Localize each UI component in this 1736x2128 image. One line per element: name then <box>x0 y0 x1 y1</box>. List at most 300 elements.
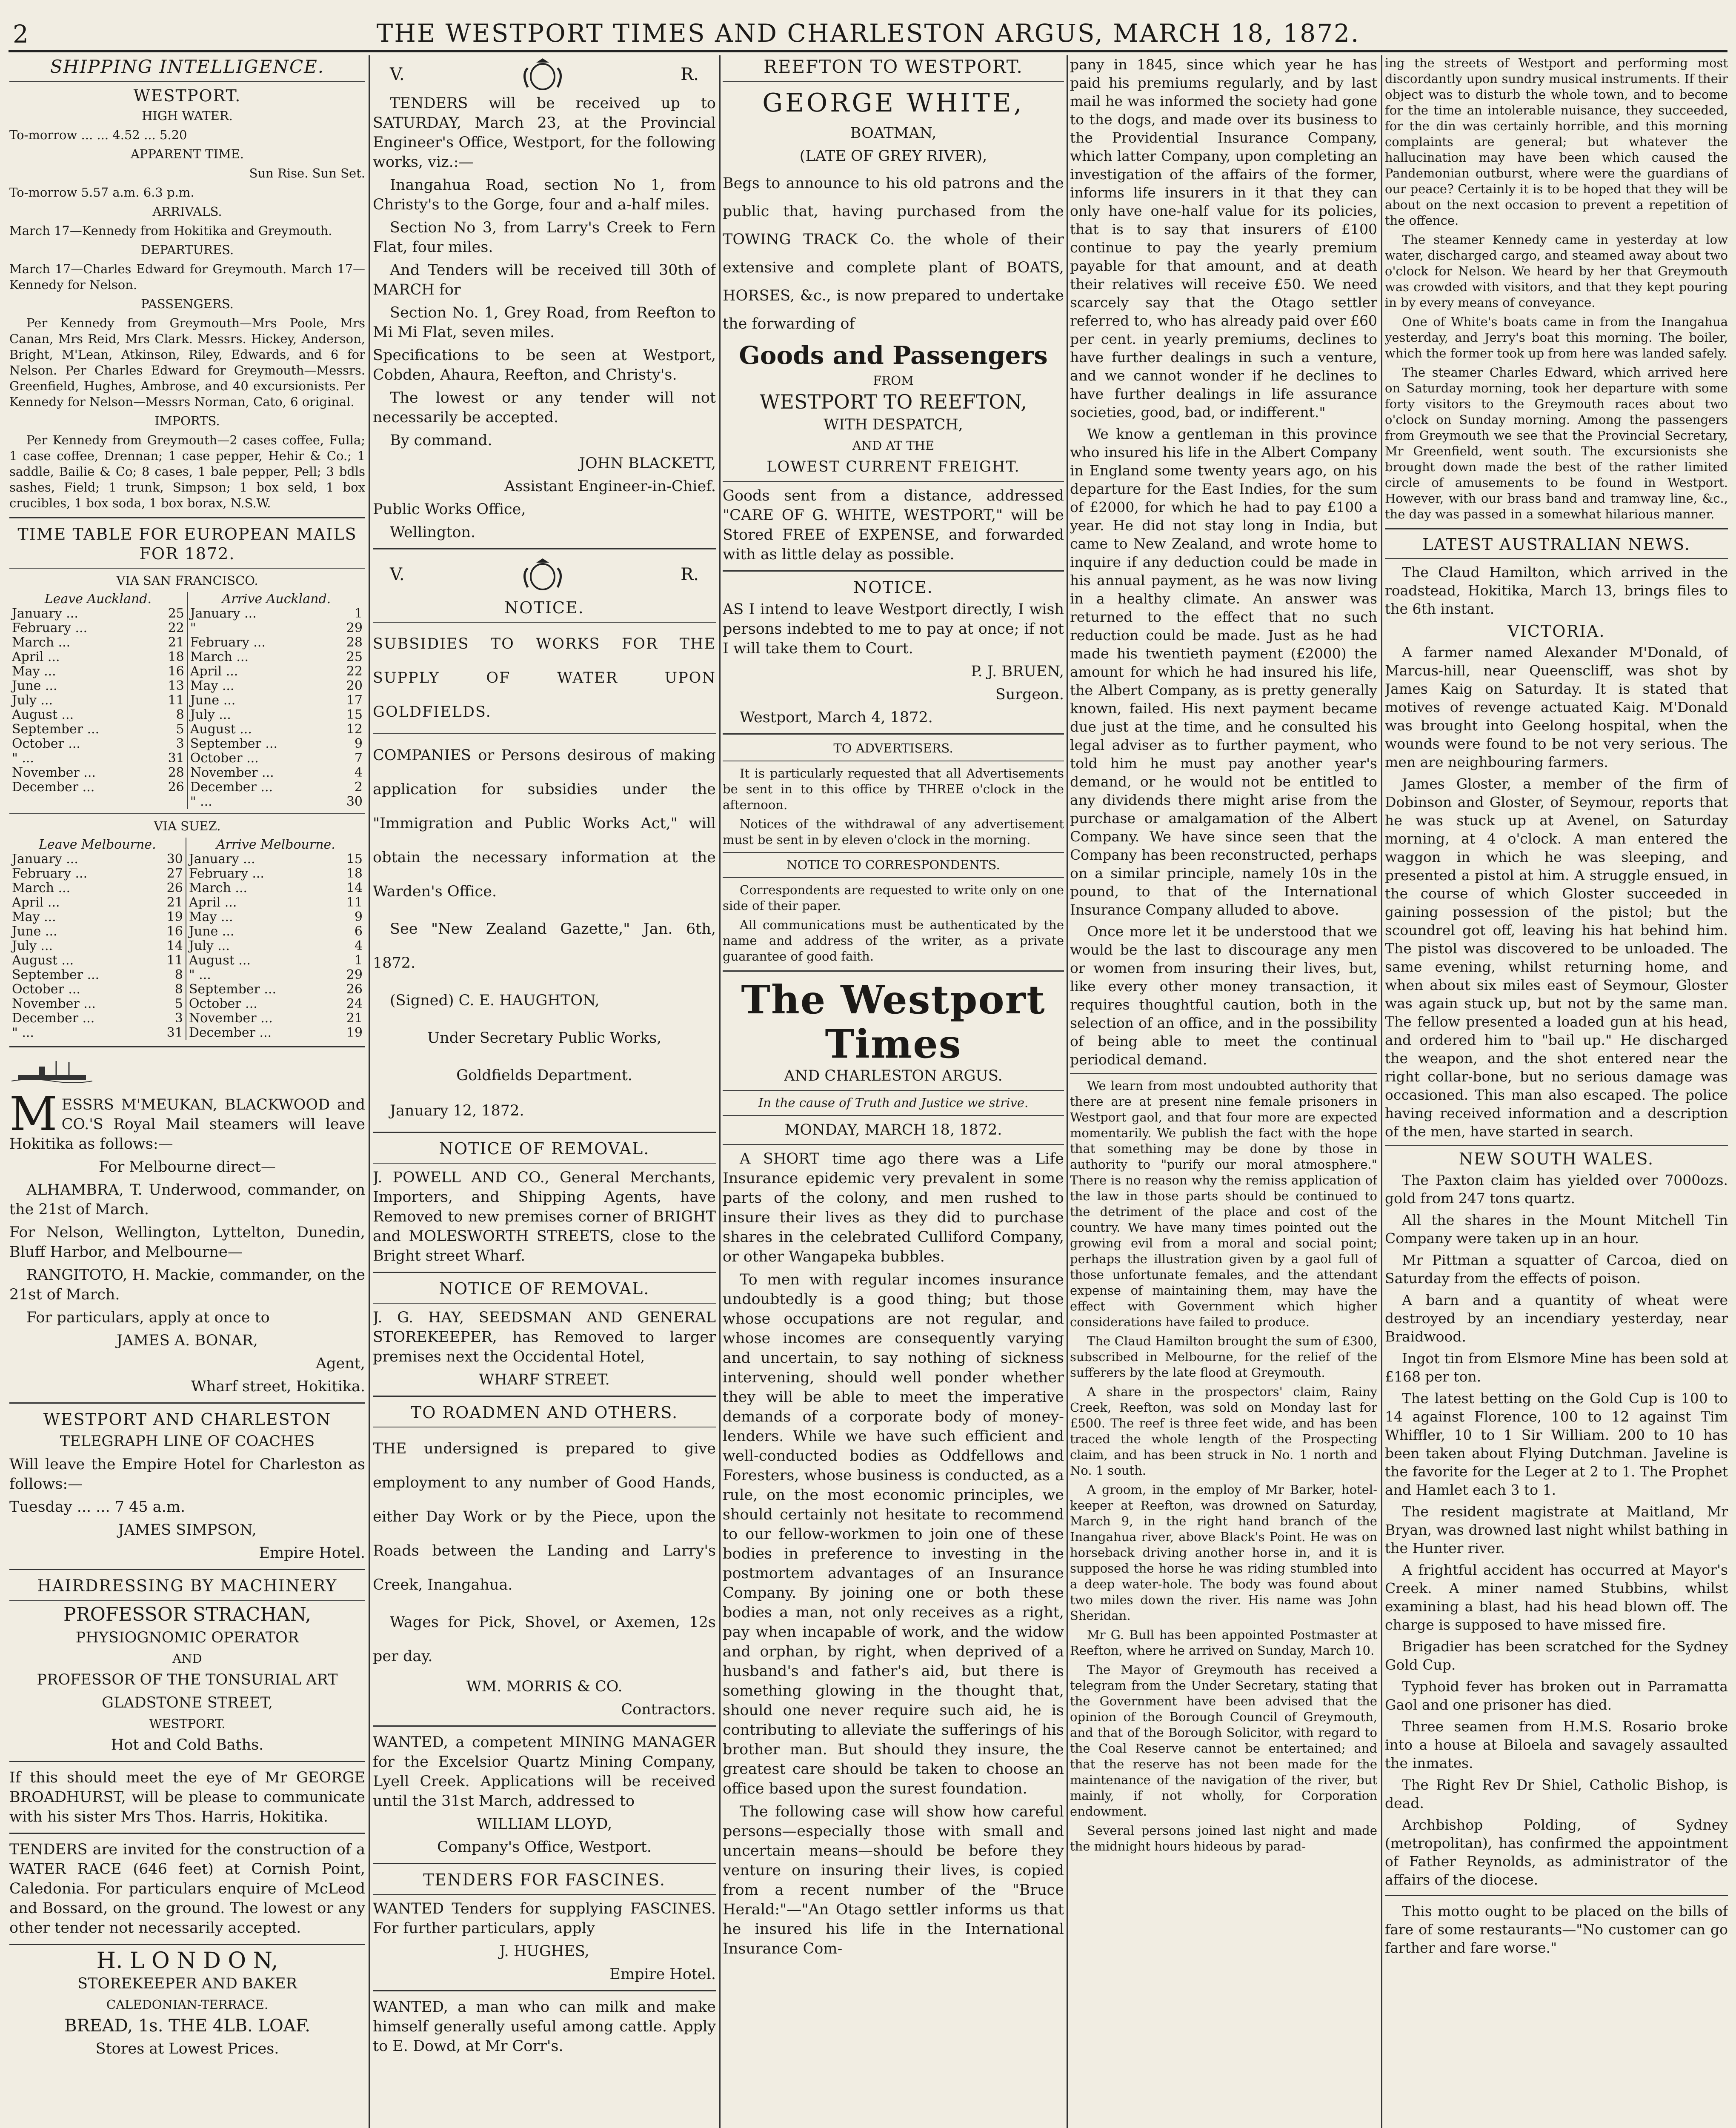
steamship-icon <box>9 1057 94 1087</box>
coach-time: Tuesday ... ... 7 45 a.m. <box>9 1499 186 1516</box>
news-rainy-creek: A share in the prospectors' claim, Rainy Creek, Reefton, was sold on Monday last for £500. The reef is three feet wide, and has been traced the whole length of the Prospecting claim, and has been struck in No. 1 north and No. 1 south. <box>1070 1384 1377 1478</box>
mail-month: July ... <box>12 938 53 953</box>
mail-day: 3 <box>176 736 184 751</box>
for-melbourne: For Melbourne direct— <box>99 1158 276 1176</box>
mail-row <box>9 780 365 795</box>
mail-day: 8 <box>176 707 184 722</box>
nsw-2: All the shares in the Mount Mitchell Tin Company were taken up in an hour. <box>1385 1212 1728 1247</box>
royal-crest <box>373 555 716 594</box>
mail-month: June ... <box>12 678 57 693</box>
goods-sent: Goods sent from a distance, addressed "CARE OF G. WHITE, WESTPORT," will be Stored FREE of EXPENSE, and forwarded with as little delay as possible. <box>723 487 1064 563</box>
divider <box>1385 558 1728 559</box>
mail-day: 20 <box>346 678 363 693</box>
apparent-time-label: APPARENT TIME. <box>130 147 244 161</box>
mail-day: 22 <box>346 664 363 679</box>
blackett: JOHN BLACKETT, <box>579 455 716 472</box>
editorial-2: To men with regular incomes insurance undoubtedly is a good thing; but those whose occupations are not regular, and whose incomes are consequently varying and uncertain, to say nothing of sickness intervening, should well ponder whether they will be able to meet the imperative demands of a corporate body of money-lenders. While we have such efficient and well-conducted bodies as Oddfellows and Foresters, whose business is conducted, as a rule, on the most economic principles, we should certainly not hesitate to recommend to our fellow-workmen to join one of these bodies in preference to investing in the postmortem advantages of an Insurance Company. By joining one or both these bodies a man, not only receives as a right, pay when incapable of work, and the widow and orphan, by right, when deprived of a husband's and father's aid, but there is something glowing in the thought that, should one never require such aid, he is contributing to alleviate the sufferings of his brother man. But should they insure, the greatest care should be taken to choose an office based upon the surest foundation. <box>723 1271 1064 1797</box>
work-3: And Tenders will be received till 30th of MARCH for <box>373 262 716 298</box>
mail-month: January ... <box>12 852 78 867</box>
corr-1: Correspondents are requested to write only on one side of their paper. <box>723 883 1064 913</box>
mail-month: November ... <box>12 765 96 780</box>
messrs-text: ESSRS M'MEUKAN, BLACKWOOD and CO.'S Royal Mail steamers will leave Hokitika as follows:— <box>9 1096 365 1153</box>
mail-month: January ... <box>187 606 332 621</box>
mail-day: 13 <box>168 678 184 693</box>
mail-month: September ... <box>12 967 100 982</box>
notice-heading: NOTICE. <box>504 598 584 617</box>
divider <box>723 877 1064 878</box>
page-header <box>9 17 1728 47</box>
and-at-the: AND AT THE <box>852 438 935 453</box>
mail-day: 31 <box>168 751 184 766</box>
column-rule <box>1067 55 1068 2128</box>
mail-month: June ... <box>12 924 57 939</box>
mail-row <box>9 795 365 809</box>
nsw-4: A barn and a quantity of wheat were destroyed by an incendiary yesterday, near Braidwood. <box>1385 1292 1728 1345</box>
mail-row <box>9 664 365 679</box>
divider <box>9 1600 365 1601</box>
agent: Agent, <box>315 1355 365 1372</box>
powell-notice: J. POWELL AND CO., General Merchants, Importers, and Shipping Agents, have Removed to new premises corner of BRIGHT and MOLESWORTH STREETS, close to the Bright street Wharf. <box>373 1169 716 1264</box>
news-prisoners: We learn from most undoubted authority that there are at present nine female prisoners in Westport gaol, and that four more are expected momentarily. We publish the fact with the hope that something may be done by those in authority to "purify our moral atmosphere." There is no reason why the remiss application of the law in those parts should be continued to the detriment of the place and cost of the country. We have many times pointed out the growing evil from a moral and social point; perhaps the illustration given by a gaol full of those unfortunate females, and the attendant expense of maintaining them, may have the effect with Government which higher considerations have failed to produce. <box>1070 1078 1377 1329</box>
notice-heading: NOTICE. <box>853 578 933 597</box>
divider <box>723 852 1064 853</box>
mail-month: October ... <box>186 997 332 1011</box>
mail-day: 31 <box>166 1025 183 1040</box>
work-1: Inangahua Road, section No 1, from Christy's to the Gorge, four and a-half miles. <box>373 177 716 213</box>
mail-month: August ... <box>12 953 74 968</box>
divider <box>9 1833 365 1834</box>
mail-day: 12 <box>346 722 363 737</box>
mail-month: February ... <box>187 635 332 650</box>
divider <box>373 622 716 623</box>
divider <box>1070 1073 1377 1074</box>
hughes: J. HUGHES, <box>499 1943 589 1960</box>
via-suez-label: VIA SUEZ. <box>154 819 221 833</box>
mail-month: December ... <box>12 1011 95 1026</box>
mail-day: 17 <box>346 693 363 708</box>
broadhurst-notice: If this should meet the eye of Mr GEORGE BROADHURST, will be please to communicate with his sister Mrs Thos. Harris, Hokitika. <box>9 1769 365 1825</box>
mail-day: 5 <box>174 996 183 1011</box>
mail-day: 25 <box>346 649 363 664</box>
water-race-tender: TENDERS are invited for the construction of a WATER RACE (646 feet) at Cornish Point, Caledonia. For particulars enquire of McLeod and Bossard, on the ground. The lowest or any other tender not necessarily accepted. <box>9 1841 365 1936</box>
particulars: For particulars, apply at once to <box>26 1309 270 1326</box>
corr-2: All communications must be authenticated by the name and address of the writer, as a private guarantee of good faith. <box>723 918 1064 964</box>
mail-month: " <box>187 621 332 635</box>
wanted-fascines: WANTED Tenders for supplying FASCINES. For further particulars, apply <box>373 1900 716 1937</box>
mail-row <box>9 997 365 1011</box>
news-claud-hamilton: The Claud Hamilton brought the sum of £300, subscribed in Melbourne, for the relief of the sufferers by the late flood at Greymouth. <box>1070 1334 1377 1380</box>
dateline: MONDAY, MARCH 18, 1872. <box>784 1121 1002 1138</box>
mail-month: May ... <box>12 910 56 924</box>
nsw-5: Ingot tin from Elsmore Mine has been sold at £168 per ton. <box>1385 1350 1728 1385</box>
divider <box>9 1402 365 1404</box>
imports-label: IMPORTS. <box>154 414 220 428</box>
mail-month: August ... <box>186 953 332 968</box>
nsw-9: Brigadier has been scratched for the Sydney Gold Cup. <box>1385 1638 1728 1673</box>
victoria-1: A farmer named Alexander M'Donald, of Marcus-hill, near Queenscliff, was shot by James Kaig on Saturday. It is stated that motives of revenge actuated Kaig. M'Donald was brought into Geelong hospital, when the wounds were found to be not very serious. The men are neighbouring farmers. <box>1385 644 1728 770</box>
mail-row <box>9 939 365 953</box>
mail-month: September ... <box>12 722 100 737</box>
mail-month: February ... <box>186 867 332 881</box>
header-rule <box>9 50 1727 52</box>
george-white: GEORGE WHITE, <box>762 88 1024 118</box>
begs-text: Begs to announce to his old patrons and the public that, having purchased from the TOWING TRACK Co. the whole of their extensive and complete plant of BOATS, HORSES, &c., is now prepared to undertake the forwarding of <box>723 175 1064 332</box>
pwo: Public Works Office, <box>373 501 526 518</box>
mail-month: " ... <box>12 751 34 766</box>
mail-month: December ... <box>12 780 95 795</box>
divider <box>373 1303 716 1304</box>
mail-day: 4 <box>354 765 363 780</box>
tide-row: To-morrow ... ... 4.52 ... 5.20 <box>9 128 187 142</box>
mail-day: 19 <box>346 1025 363 1040</box>
divider <box>1385 1895 1728 1896</box>
boatman: BOATMAN, <box>850 125 937 142</box>
mail-month: December ... <box>187 780 332 795</box>
caledonian: CALEDONIAN-TERRACE. <box>106 1997 269 2012</box>
arrive-melbourne-header: Arrive Melbourne. <box>186 838 365 852</box>
mail-day: 22 <box>168 621 184 635</box>
surgeon: Surgeon. <box>995 686 1064 703</box>
newspaper-masthead: The Westport Times <box>741 977 1046 1067</box>
mail-row <box>9 606 365 621</box>
mail-day: 8 <box>174 967 183 982</box>
fascines-heading: TENDERS FOR FASCINES. <box>423 1871 666 1889</box>
column-2 <box>373 55 716 2128</box>
high-water-label: HIGH WATER. <box>142 109 233 123</box>
mail-month: November ... <box>186 1011 332 1026</box>
mail-row <box>9 968 365 982</box>
mail-day: 5 <box>176 722 184 737</box>
mail-day: 27 <box>166 866 183 881</box>
adv-1: It is particularly requested that all Advertisements be sent in to this office by THREE o'clock in the afternoon. <box>723 766 1064 812</box>
late-of-grey-river: (LATE OF GREY RIVER), <box>799 148 987 165</box>
work-4: Section No. 1, Grey Road, from Reefton to Mi Mi Flat, seven miles. <box>373 304 716 341</box>
drop-cap: M <box>9 1087 57 1141</box>
mail-day: 28 <box>168 765 184 780</box>
article-para-2: We know a gentleman in this province who insured his life in the Albert Company in England some twenty years ago, on his departure for the East Indies, for the sum of £2000, for which he had to pay £100 a year. He did not stay long in India, but came to New Zealand, and wrote home to inquire if any deduction could be made in his annual payment, as he was now living in a healthy climate. An answer was returned to the effect that no such reduction could be made. Just as he had made his twentieth payment (£2000) the amount for which he had insured his life, the Albert Company, as is pretty generally known, failed. His next payment became due just at the time, and he consulted his legal adviser as to further payment, who told him he must pay another year's demand, or he would not be entitled to any dividends there might arise from the purchase or amalgamation of the Albert Company. We have since seen that the Company has been reconstructed, perhaps on a similar principle, namely 10s in the pound, to that of the International Insurance Company alluded to above. <box>1070 426 1377 918</box>
news-coal-reserve: The Mayor of Greymouth has received a telegram from the Under Secretary, stating that the Government have been advised that the opinion of the Borough Council of Greymouth, and that of the Borough Solicitor, with regard to the Coal Reserve cannot be entertained; and that the reserve has not been made for the maintenance of the navigation of the river, but mainly, if not wholly, for Corporation endowment. <box>1070 1662 1377 1819</box>
gladstone-street: GLADSTONE STREET, <box>102 1694 273 1711</box>
coach-text: Will leave the Empire Hotel for Charleston as follows:— <box>9 1456 365 1493</box>
goods-passengers: Goods and Passengers <box>739 341 1048 370</box>
column-3 <box>723 55 1064 2128</box>
mail-month: " ... <box>12 1025 34 1040</box>
mail-day: 30 <box>166 852 183 867</box>
nsw-12: The Right Rev Dr Shiel, Catholic Bishop, is dead. <box>1385 1776 1728 1811</box>
mail-day: 15 <box>346 852 363 867</box>
mail-month: February ... <box>12 621 88 635</box>
mail-month: March ... <box>186 881 332 895</box>
divider <box>373 1990 716 1991</box>
crest-r: R. <box>681 65 699 84</box>
mail-month: April ... <box>186 895 332 910</box>
mail-day: 18 <box>168 649 184 664</box>
mail-month: August ... <box>187 722 332 737</box>
mail-day: 9 <box>354 910 363 924</box>
leave-melbourne-header: Leave Melbourne. <box>39 837 156 852</box>
timetable-heading: TIME TABLE FOR EUROPEAN MAILS FOR 1872. <box>17 525 357 563</box>
mail-day: 16 <box>166 924 183 939</box>
sun-header: Sun Rise. Sun Set. <box>249 166 365 180</box>
mail-row <box>9 679 365 693</box>
departures-text: March 17—Charles Edward for Greymouth. March 17—Kennedy for Nelson. <box>9 262 365 292</box>
lloyd-office: Company's Office, Westport. <box>437 1839 652 1856</box>
divider <box>373 1894 716 1895</box>
motto-paragraph: This motto ought to be placed on the bills of fare of some restaurants—"No customer can go farther and fare worse." <box>1385 1903 1728 1956</box>
mail-month <box>9 795 153 809</box>
mail-row <box>9 751 365 766</box>
coach-title: WESTPORT AND CHARLESTON <box>43 1410 332 1429</box>
mail-day: 28 <box>346 635 363 650</box>
imports-text: Per Kennedy from Greymouth—2 cases coffee, Fulla; 1 case coffee, Drennan; 1 case pepper, Hehir & Co.; 1 saddle, Bailie & Co; 8 cases, 1 bale pepper, Pell; 3 bdls sashes, Field; 1 trunk, Simpson; 1 box seld, 1 box crucibles, 1 box soda, 1 box borax, N.S.W. <box>9 433 365 510</box>
shipping-heading: SHIPPING INTELLIGENCE. <box>50 56 325 77</box>
wellington: Wellington. <box>390 524 476 541</box>
mail-day: 19 <box>166 910 183 924</box>
divider <box>9 813 365 814</box>
undersigned-text: THE undersigned is prepared to give employment to any number of Good Hands, either Day Work or by the Piece, upon the Roads between the Landing and Larry's Creek, Inangahua. <box>373 1440 716 1593</box>
divider <box>9 517 365 518</box>
under-secretary: Under Secretary Public Works, <box>427 1030 662 1047</box>
mail-day: 14 <box>166 938 183 953</box>
nsw-10: Typhoid fever has broken out in Parramatta Gaol and one prisoner has died. <box>1385 1678 1728 1713</box>
motto: In the cause of Truth and Justice we strive. <box>758 1095 1029 1110</box>
mail-day: 26 <box>346 982 363 997</box>
mail-day: 29 <box>346 621 363 635</box>
nsw-1: The Paxton claim has yielded over 7000ozs. gold from 247 tons quartz. <box>1385 1172 1728 1207</box>
companies-text: COMPANIES or Persons desirous of making application for subsidies under the "Immigration and Public Works Act," will obtain the necessary information at the Warden's Office. <box>373 747 716 900</box>
mail-month: May ... <box>186 910 332 924</box>
mail-day: 9 <box>354 736 363 751</box>
mail-day: 15 <box>346 707 363 722</box>
mail-month: August ... <box>12 707 74 722</box>
crest-r: R. <box>681 565 699 584</box>
divider <box>723 733 1064 735</box>
mail-month: April ... <box>187 664 332 679</box>
reefton-heading: REEFTON TO WESTPORT. <box>764 56 1023 77</box>
divider <box>723 970 1064 972</box>
adv-2: Notices of the withdrawal of any advertisement must be sent in by eleven o'clock in the morning. <box>723 817 1064 847</box>
mail-day: 1 <box>354 953 363 968</box>
from-label: FROM <box>873 373 914 388</box>
mail-day: 30 <box>346 794 363 809</box>
victoria-2: James Gloster, a member of the firm of Dobinson and Gloster, of Seymour, reports that he was stuck up at Avenel, on Saturday morning, at 4 o'clock. A man entered the waggon in which he was sleeping, and presented a pistol at him. A struggle ensued, in the course of which Gloster succeeded in gaining possession of the pistol; but the scoundrel got off, leaving his hat behind him. The pistol was discovered to be unloaded. The same evening, whilst returning home, and when about six miles east of Seymour, Gloster was again stuck up, but not by the same man. The fellow presented a loaded gun at his head, and ordered him to "bail up." He discharged the weapon, and the shot entered near the right collar-bone, but no serious damage was occasioned. This man also escaped. The police having received information and a description of the men, have started in search. <box>1385 775 1728 1140</box>
mail-row <box>9 910 365 924</box>
coach-subtitle: TELEGRAPH LINE OF COACHES <box>60 1433 315 1450</box>
mail-month: December ... <box>186 1026 332 1040</box>
mail-row <box>9 867 365 881</box>
goldfields: Goldfields Department. <box>456 1067 632 1084</box>
divider <box>373 1163 716 1164</box>
specifications: Specifications to be seen at Westport, Cobden, Ahaura, Reefton, and Christy's. <box>373 347 716 383</box>
divider <box>373 1863 716 1864</box>
news-white-boats: One of White's boats came in from the Inangahua yesterday, and Jerry's boat this morning. The boiler, which the former took up from here was landed safely. <box>1385 315 1728 360</box>
mail-day: 21 <box>166 895 183 910</box>
royal-crest <box>373 55 716 94</box>
wages: Wages for Pick, Shovel, or Axemen, 12s per day. <box>373 1614 716 1665</box>
column-rule <box>369 55 370 2128</box>
news-postmaster: Mr G. Bull has been appointed Postmaster at Reefton, where he arrived on Sunday, March 10. <box>1070 1627 1377 1658</box>
nsw-6: The latest betting on the Gold Cup is 100 to 14 against Florence, 100 to 12 against Tim Whiffler, 10 to 1 Sir William. 200 to 10 has been taken about Flying Dutchman. Javeline is the favorite for the Leger at 2 to 1. The Prophet and Hamlet each 3 to 1. <box>1385 1390 1728 1498</box>
mail-day: 21 <box>168 635 184 650</box>
suez-table-body <box>9 852 365 1040</box>
suez-mail-table <box>9 838 365 1040</box>
mail-month: September ... <box>187 737 332 751</box>
gazette: See "New Zealand Gazette," Jan. 6th, 1872. <box>373 921 716 972</box>
divider <box>1385 528 1728 529</box>
removal-heading-2: NOTICE OF REMOVAL. <box>439 1279 650 1298</box>
divider <box>723 481 1064 482</box>
lowest-tender: The lowest or any tender will not necessarily be accepted. <box>373 389 716 426</box>
divider <box>373 1396 716 1397</box>
column-4 <box>1070 55 1377 2128</box>
mail-day: 11 <box>166 953 183 968</box>
divider <box>9 1761 365 1762</box>
mail-row <box>9 621 365 635</box>
mail-row <box>9 1011 365 1026</box>
physiognomic: PHYSIOGNOMIC OPERATOR <box>75 1629 299 1646</box>
bonar: JAMES A. BONAR, <box>117 1332 258 1349</box>
mail-month: October ... <box>12 736 80 751</box>
crest-v: V. <box>390 65 405 84</box>
roadmen-heading: TO ROADMEN AND OTHERS. <box>410 1403 678 1422</box>
article-para-3: Once more let it be understood that we would be the last to discourage any men or women from insuring their lives, but, like every other money transaction, it requires thoughtful caution, both in the selection of an office, and in the possibility of being able to meet the continual periodical demand. <box>1070 923 1377 1068</box>
mail-day: 7 <box>354 751 363 766</box>
column-5 <box>1385 55 1728 2128</box>
page-number: 2 <box>13 20 29 49</box>
despatch: WITH DESPATCH, <box>824 416 963 433</box>
editorial-3: The following case will show how careful persons—especially those with small and uncertain means—should be before they venture on insuring their lives, is copied from a recent number of the "Bruce Herald:"—"An Otago settler informs us that he insured his life in the International Insurance Com- <box>723 1803 1064 1957</box>
to-correspondents: NOTICE TO CORRESPONDENTS. <box>786 858 1000 872</box>
news-continued: ing the streets of Westport and performing most discordantly upon sundry musical instruments. If their object was to disturb the whole town, and to become for the time an intolerable nuisance, they succeeded, for the din was certainly horrible, and this morning complaints are general; but whatever the hallucination may have been which caused the Pandemonian outburst, where were the guardians of our peace? Certainly it is to be hoped that they will be about on the next occasion to prevent a repetition of the offence. <box>1385 56 1728 228</box>
mail-row <box>9 881 365 895</box>
news-parade: Several persons joined last night and made the midnight hours hideous by parad- <box>1070 1823 1377 1853</box>
divider <box>723 1144 1064 1145</box>
mail-month: July ... <box>187 708 332 722</box>
divider <box>373 733 716 734</box>
mail-month: " ... <box>187 795 332 809</box>
wharf-street: WHARF STREET. <box>479 1371 610 1388</box>
divider <box>373 548 716 549</box>
column-1 <box>9 55 365 2128</box>
mail-row <box>9 722 365 737</box>
mail-day: 3 <box>174 1011 183 1026</box>
via-sf-label: VIA SAN FRANCISCO. <box>116 573 258 588</box>
baths: Hot and Cold Baths. <box>111 1736 264 1753</box>
empire-hotel: Empire Hotel. <box>259 1545 365 1562</box>
mail-day: 8 <box>174 982 183 997</box>
leave-auckland-header: Leave Auckland. <box>44 592 152 606</box>
divider <box>9 1046 365 1047</box>
hairdressing: HAIRDRESSING BY MACHINERY <box>37 1576 337 1595</box>
mail-day: 6 <box>354 924 363 939</box>
tenders-text: TENDERS will be received up to SATURDAY, March 23, at the Provincial Engineer's Office, Westport, for the following works, viz.:— <box>373 95 716 171</box>
news-kennedy: The steamer Kennedy came in yesterday at low water, discharged cargo, and steamed away about two o'clock for Nelson. We heard by her that Greymouth was crowded with visitors, and that they kept pouring in by every means of conveyance. <box>1385 232 1728 310</box>
professor: PROFESSOR STRACHAN, <box>63 1604 312 1625</box>
divider <box>9 568 365 569</box>
signed: (Signed) C. E. HAUGHTON, <box>390 992 600 1009</box>
lowest-freight: LOWEST CURRENT FREIGHT. <box>766 458 1020 475</box>
divider <box>373 1132 716 1133</box>
news-groom-drowned: A groom, in the employ of Mr Barker, hotel-keeper at Reefton, was drowned on Saturday, March 9, in the right hand branch of the Inangahua river, above Black's Point. He was on horseback driving another horse in, and it is supposed the horse he was riding stumbled into a deep water-hole. The body was found about two miles down the river. His name was John Sheridan. <box>1070 1482 1377 1623</box>
departures-label: DEPARTURES. <box>140 243 234 257</box>
divider <box>373 1272 716 1273</box>
editorial-1: A SHORT time ago there was a Life Insurance epidemic very prevalent in some parts of the colony, and men rushed to insure their lives as they did to purchase shares in the celebrated Culliford Company, or other Wangapeka bubbles. <box>723 1150 1064 1265</box>
royal-arms-icon <box>515 558 570 592</box>
mail-day: 25 <box>168 606 184 621</box>
mail-day <box>153 795 187 809</box>
alhambra: ALHAMBRA, T. Underwood, commander, on the 21st of March. <box>9 1181 365 1218</box>
morris: WM. MORRIS & CO. <box>466 1678 623 1695</box>
bruen: P. J. BRUEN, <box>971 663 1064 680</box>
nsw-8: A frightful accident has occurred at Mayor's Creek. A miner named Stubbins, whilst examining a blast, had his head blown off. The charge is supposed to have missed fire. <box>1385 1562 1728 1633</box>
work-2: Section No 3, from Larry's Creek to Fern Flat, four miles. <box>373 219 716 256</box>
divider <box>723 570 1064 572</box>
to-advertisers: TO ADVERTISERS. <box>833 741 953 755</box>
mail-day: 11 <box>346 895 363 910</box>
mail-row <box>9 708 365 722</box>
passengers-text: Per Kennedy from Greymouth—Mrs Poole, Mrs Canan, Mrs Reid, Mrs Clark. Messrs. Hickey, Anderson, Bright, M'Lean, Atkinson, Riley, Edwards, and 6 for Nelson. Per Charles Edward for Greymouth—Messrs. Greenfield, Hughes, Ambrose, and 40 excursionists. Per Kennedy for Nelson—Messrs Norman, Cato, 6 original. <box>9 316 365 409</box>
news-charles-edward: The steamer Charles Edward, which arrived here on Saturday morning, took her departure with some forty visitors to the Greymouth races about two o'clock on Sunday morning. Among the passengers from Greymouth we see that the Provincial Secretary, Mr Greenfield, went south. The excursionists she brought down made the best of the rather limited circle of amusements to be found in Westport. However, with our brass band and tramway line, &c., the day was passed in a somewhat hilarious manner. <box>1385 365 1728 521</box>
article-continued: pany in 1845, since which year he has paid his premiums regularly, and by last mail he was informed the society had gone to the dogs, and made over its business to the Providential Insurance Company, which latter Company, upon completing an investigation of the affairs of the former, informs life insurers in it that they can only have one-half value for its policies, that is to say that insurers of £100 continue to pay the yearly premium payable for that amount, and at death their relatives will receive £50. We need scarcely say that the Otago settler referred to, who has already paid over £60 per cent. in yearly premiums, declines to have further dealings in such a venture, and we cannot wonder if he declines to have further dealings in life assurance societies, good, bad, or indifferent." <box>1070 56 1377 420</box>
mail-month: October ... <box>12 982 80 997</box>
mail-day: 29 <box>346 967 363 982</box>
divider <box>723 1090 1064 1091</box>
mail-row <box>9 766 365 780</box>
empire-hotel: Empire Hotel. <box>609 1966 716 1983</box>
removal-heading: NOTICE OF REMOVAL. <box>439 1139 650 1158</box>
masthead-subtitle: AND CHARLESTON ARGUS. <box>784 1067 1003 1084</box>
subsidies-title: SUBSIDIES TO WORKS FOR THE SUPPLY OF WATER UPON GOLDFIELDS. <box>373 635 716 721</box>
mail-month: January ... <box>186 852 332 867</box>
mail-month: November ... <box>187 766 332 780</box>
asst-engineer: Assistant Engineer-in-Chief. <box>504 478 716 495</box>
latest-australian-news: LATEST AUSTRALIAN NEWS. <box>1422 535 1690 554</box>
divider <box>723 81 1064 82</box>
nsw-7: The resident magistrate at Maitland, Mr Bryan, was drowned last night whilst bathing in the Hunter river. <box>1385 1503 1728 1556</box>
mail-row <box>9 693 365 708</box>
mail-row <box>9 953 365 968</box>
professor-of: PROFESSOR OF THE TONSURIAL ART <box>37 1671 338 1688</box>
by-command: By command. <box>390 432 492 449</box>
stores-lowest: Stores at Lowest Prices. <box>95 2040 279 2057</box>
mail-row <box>9 852 365 867</box>
london-name: H. L O N D O N, <box>96 1948 278 1974</box>
sf-table-body <box>9 606 365 809</box>
mail-month: July ... <box>12 693 53 708</box>
mail-month: September ... <box>186 982 332 997</box>
mail-row <box>9 635 365 650</box>
sf-mail-table <box>9 592 365 809</box>
mail-month: March ... <box>187 650 332 664</box>
nsw-3: Mr Pittman a squatter of Carcoa, died on Saturday from the effects of poison. <box>1385 1252 1728 1287</box>
mail-day: 24 <box>346 996 363 1011</box>
bruen-date: Westport, March 4, 1872. <box>740 709 933 726</box>
for-nelson: For Nelson, Wellington, Lyttelton, Dunedin, Bluff Harbor, and Melbourne— <box>9 1224 365 1261</box>
and-label: AND <box>172 1651 202 1666</box>
mail-month: June ... <box>187 693 332 708</box>
mail-month: April ... <box>12 649 60 664</box>
royal-arms-icon <box>515 57 570 92</box>
rangitoto: RANGITOTO, H. Mackie, commander, on the 21st of March. <box>9 1267 365 1303</box>
mail-row <box>9 737 365 751</box>
mail-day: 21 <box>346 1011 363 1026</box>
mail-row <box>9 924 365 939</box>
mail-month: February ... <box>12 866 88 881</box>
arrivals-text: March 17—Kennedy from Hokitika and Greymouth. <box>9 223 332 238</box>
mail-month: June ... <box>186 924 332 939</box>
mail-month: October ... <box>187 751 332 766</box>
mail-day: 18 <box>346 866 363 881</box>
